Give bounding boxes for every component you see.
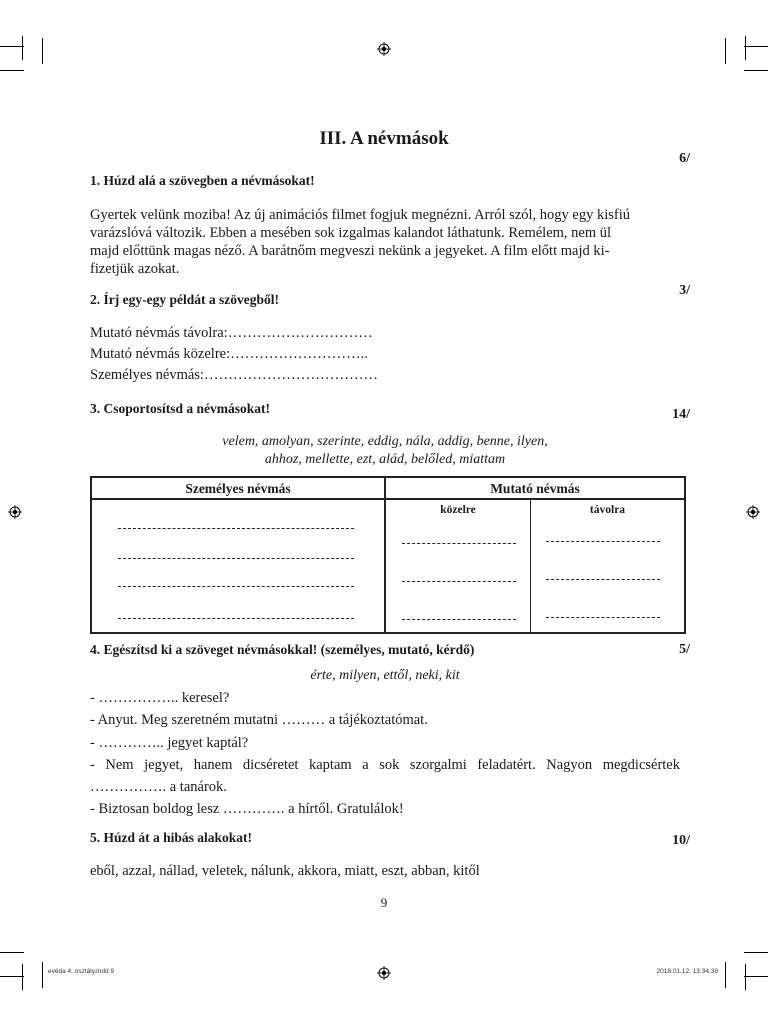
task-4-dialogue xyxy=(90,687,680,821)
task-1-score: 6/ xyxy=(679,151,690,166)
task-2-heading: 2. Írj egy-egy példát a szövegből! xyxy=(90,292,279,307)
crop-mark xyxy=(744,952,768,953)
text-line: varázslóvá változik. Ebben a mesében sok izgalmas kalandot láthatunk. Remélem, nem ül xyxy=(90,225,612,241)
answer-line[interactable] xyxy=(546,617,660,618)
table-divider xyxy=(384,478,386,632)
crop-mark xyxy=(22,36,23,60)
text-line: fizetjük azokat. xyxy=(90,261,180,277)
grouping-table xyxy=(90,476,686,634)
subheader-near: közelre xyxy=(440,504,476,516)
registration-mark-icon xyxy=(377,966,391,980)
answer-line[interactable] xyxy=(546,541,660,542)
crop-mark xyxy=(745,964,746,990)
column-header-personal: Személyes névmás xyxy=(185,481,291,496)
task-1-heading: 1. Húzd alá a szövegben a névmásokat! xyxy=(90,173,315,188)
answer-line[interactable] xyxy=(118,558,354,559)
registration-mark-icon xyxy=(8,505,22,519)
task-4-heading: 4. Egészítsd ki a szöveget névmásokkal! (személyes, mutató, kérdő) xyxy=(90,642,475,657)
word-bank: érte, milyen, ettől, neki, kit xyxy=(310,668,460,683)
text-line: majd előttünk magas néző. A barátnőm megveszi nekünk a jegyeket. A film előtt majd ki- xyxy=(90,243,610,259)
page-number: 9 xyxy=(380,895,388,910)
column-header-demonstrative: Mutató névmás xyxy=(490,481,580,496)
task-4-score: 5/ xyxy=(679,642,690,657)
crop-mark xyxy=(42,962,43,988)
dialogue-line: - Anyut. Meg szeretném mutatni ……… a tájékoztatómat. xyxy=(90,712,428,729)
dialogue-line: - ………….. jegyet kaptál? xyxy=(90,734,249,751)
word-bank xyxy=(90,433,680,469)
answer-line[interactable] xyxy=(402,619,516,620)
word-bank-line: velem, amolyan, szerinte, eddig, nála, addig, benne, ilyen, xyxy=(222,434,548,449)
dialogue-line: - Biztosan boldog lesz …………. a hírtől. Gratulálok! xyxy=(90,801,404,818)
registration-mark-icon xyxy=(746,505,760,519)
crop-mark xyxy=(42,38,43,64)
crop-mark xyxy=(0,976,24,977)
crop-mark xyxy=(744,976,768,977)
crop-mark xyxy=(22,964,23,990)
answer-line[interactable] xyxy=(546,579,660,580)
dialogue-line: ……………. a tanárok. xyxy=(90,779,227,796)
dialogue-line: - …………….. keresel? xyxy=(90,690,230,706)
table-divider xyxy=(530,500,531,632)
table-divider xyxy=(92,498,684,500)
task-5-text: eből, azzal, nállad, veletek, nálunk, akkora, miatt, eszt, abban, kitől xyxy=(90,863,480,879)
answer-line[interactable] xyxy=(118,528,354,529)
crop-mark xyxy=(745,36,746,60)
answer-line[interactable] xyxy=(402,581,516,582)
date-slug: 2018.01.12. 13:34:38 xyxy=(656,968,718,975)
task-1-text xyxy=(90,206,680,278)
word-bank-line: ahhoz, mellette, ezt, alád, belőled, miattam xyxy=(264,452,506,467)
task-5-heading: 5. Húzd át a hibás alakokat! xyxy=(90,830,253,845)
task-3-heading: 3. Csoportosítsd a névmásokat! xyxy=(90,401,271,416)
registration-mark-icon xyxy=(377,42,391,56)
page-title: III. A névmások xyxy=(319,128,449,149)
task-2-score: 3/ xyxy=(679,283,690,298)
crop-mark xyxy=(0,952,24,953)
answer-line[interactable] xyxy=(118,618,354,619)
dialogue-line: - Nem jegyet, hanem dicséretet kaptam a sok szorgalmi feladatért. Nagyon megdicsértek xyxy=(90,756,680,773)
crop-mark xyxy=(0,46,24,47)
file-slug: evéda 4. osztály.indd 9 xyxy=(48,968,115,975)
fill-in-line: Mutató névmás közelre:……………………….. xyxy=(90,346,368,362)
crop-mark xyxy=(0,70,24,71)
crop-mark xyxy=(744,70,768,71)
text-line: Gyertek velünk moziba! Az új animációs filmet fogjuk megnézni. Arról szól, hogy egy kisfiú xyxy=(90,207,630,223)
task-3-score: 14/ xyxy=(672,407,690,422)
task-5-score: 10/ xyxy=(672,833,690,848)
fill-in-line: Személyes névmás:……………………………… xyxy=(90,367,378,383)
crop-mark xyxy=(725,962,726,988)
crop-mark xyxy=(725,38,726,64)
fill-in-line: Mutató névmás távolra:………………………… xyxy=(90,325,373,341)
subheader-far: távolra xyxy=(589,504,626,516)
answer-line[interactable] xyxy=(402,543,516,544)
crop-mark xyxy=(744,46,768,47)
answer-line[interactable] xyxy=(118,586,354,587)
